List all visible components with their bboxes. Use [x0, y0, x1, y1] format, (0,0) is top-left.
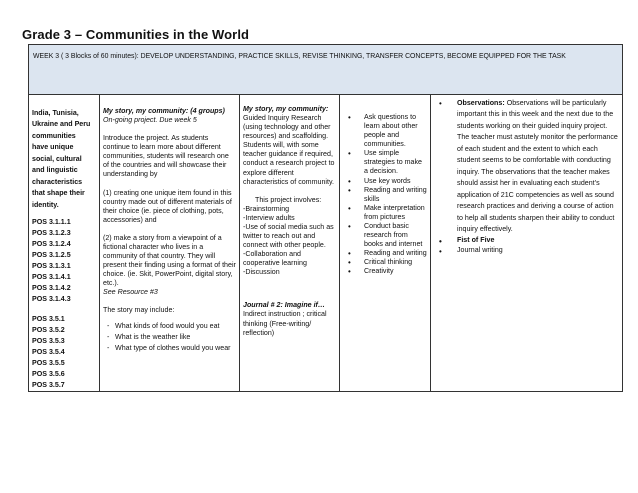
- pos-code: POS 3.1.4.2: [32, 284, 71, 293]
- pos-codes-group-b: [32, 314, 96, 391]
- assessment-list: [433, 98, 619, 255]
- involves-item: -Discussion: [243, 268, 280, 277]
- pos-code: POS 3.5.2: [32, 326, 65, 335]
- list-item: • Make interpretation from pictures: [342, 204, 427, 222]
- list-item: - What type of clothes would you wear: [103, 343, 236, 354]
- outcome-line: and linguistic: [32, 166, 78, 175]
- pos-code: POS 3.1.2.4: [32, 240, 71, 249]
- journal-text: Indirect instruction ; critical thinking (Free-writing/ reflection): [243, 310, 327, 337]
- outcome-line: India, Tunisia,: [32, 109, 79, 117]
- project-step-2: (2) make a story from a viewpoint of a fictional character who lives in a community of that country. They will present their finding using a format of their choice. (ie. Skit, PowerPoint, digital story, etc.).: [103, 233, 236, 288]
- involves-label: This project involves:: [255, 195, 322, 204]
- list-item: • Ask questions to learn about other people and communities.: [342, 113, 427, 149]
- outcome-line: identity.: [32, 200, 59, 209]
- list-item: • Use simple strategies to make a decision.: [342, 149, 427, 176]
- learning-outcomes-cell: [29, 95, 100, 392]
- outcome-line: characteristics: [32, 177, 83, 186]
- skills-cell: [340, 95, 431, 392]
- story-items-list: [103, 321, 236, 354]
- lesson-plan-table: [28, 44, 623, 392]
- pos-code: POS 3.5.4: [32, 348, 65, 357]
- pos-code: POS 3.5.7: [32, 381, 65, 390]
- resource-reference: See Resource #3: [103, 288, 158, 297]
- project-step-1: (1) creating one unique item found in this country made out of different materials of their choice (ie. piece of clothing, pots, accessories) and: [103, 188, 232, 224]
- list-item: • Use key words: [342, 177, 427, 186]
- observations-label: Observations:: [457, 99, 505, 107]
- pos-code: POS 3.1.2.5: [32, 251, 71, 260]
- list-item: - What kinds of food would you eat: [103, 321, 236, 332]
- instruction-cell: [240, 95, 340, 392]
- involves-item: -Brainstorming: [243, 204, 290, 213]
- content-row: [29, 95, 623, 392]
- pos-code: POS 3.5.5: [32, 359, 65, 368]
- pos-code: POS 3.5.3: [32, 337, 65, 346]
- observations-text: Observations will be particularly important this in this week and the next due to the students working on their guided inquiry project. The teacher must astutely monitor the performance of each student and the extent to which each student seems to be comfortable with conducting inquiry. The observations that the teacher makes should assist her in evaluating each student’s application of 21C competencies as well as sound research practices and deriving a course of action to help all students sharpen their ability to conduct inquiry effectively.: [457, 99, 618, 234]
- project-description-cell: [100, 95, 240, 392]
- list-item: • Reading and writing: [342, 249, 427, 258]
- pos-code: POS 3.5.1: [32, 315, 65, 324]
- pos-code: POS 3.5.6: [32, 370, 65, 379]
- pos-code: POS 3.1.2.3: [32, 229, 71, 238]
- pos-code: POS 3.1.4.1: [32, 273, 71, 282]
- list-item: • Conduct basic research from books and internet: [342, 222, 427, 249]
- outcome-line: have unique: [32, 143, 74, 152]
- involves-item: -Collaboration and cooperative learning: [243, 250, 307, 268]
- pos-code: POS 3.1.1.1: [32, 218, 71, 227]
- outcome-line: that shape their: [32, 189, 85, 198]
- story-intro: The story may include:: [103, 306, 175, 315]
- list-item: • Critical thinking: [342, 258, 427, 267]
- list-item: • Reading and writing skills: [342, 186, 427, 204]
- page-title: Grade 3 – Communities in the World: [22, 27, 250, 42]
- instruction-lead: Guided Inquiry Research (using technology and other resources) and scaffolding. Students will, with some teacher guidance if required, conduct a research project to explore different characteristics of community.: [243, 114, 335, 186]
- involves-item: -Interview adults: [243, 213, 295, 222]
- pos-codes-group-a: [32, 217, 96, 305]
- week-header-row: [29, 45, 623, 95]
- list-item: • Creativity: [342, 267, 427, 276]
- involves-item: -Use of social media such as twitter to reach out and connect with other people.: [243, 222, 334, 250]
- skills-list: [342, 113, 427, 276]
- pos-code: POS 3.1.3.1: [32, 262, 71, 271]
- project-due: On-going project. Due week 5: [103, 116, 197, 125]
- project-heading: My story, my community: (4 groups): [103, 107, 225, 115]
- outcome-line: communities: [32, 131, 76, 140]
- week-header: WEEK 3 ( 3 Blocks of 60 minutes): DEVELOP UNDERSTANDING, PRACTICE SKILLS, REVISE THINKING, TRANSFER CONCEPTS, BECOME EQUIPPED FOR THE TASK: [29, 45, 623, 95]
- journal-writing-item: • Journal writing: [433, 246, 619, 256]
- list-item: - What is the weather like: [103, 332, 236, 343]
- instruction-heading: My story, my community:: [243, 105, 329, 113]
- journal-title: Journal # 2: Imagine if…: [243, 301, 325, 310]
- outcome-heading: [32, 108, 96, 211]
- observations-item: [433, 98, 619, 236]
- fist-of-five-item: • Fist of Five: [433, 236, 619, 246]
- outcome-line: Ukraine and Peru: [32, 120, 91, 129]
- outcome-line: social, cultural: [32, 154, 82, 163]
- project-intro: Introduce the project. As students continue to learn more about different communities, students will research one of the countries and will showcase their understanding by: [103, 134, 229, 179]
- pos-code: POS 3.1.4.3: [32, 295, 71, 304]
- assessment-cell: [431, 95, 623, 392]
